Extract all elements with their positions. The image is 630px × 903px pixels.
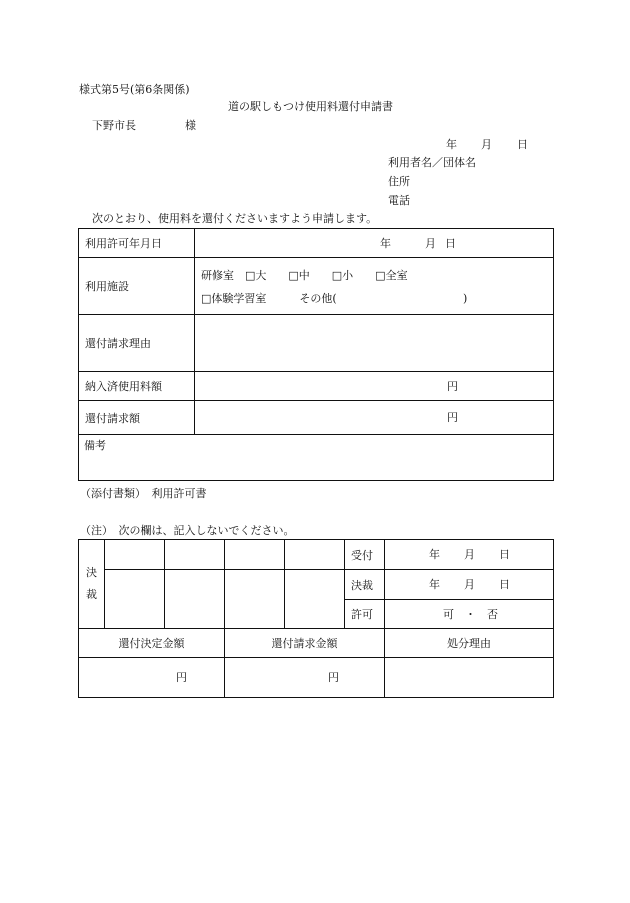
stamp-box-3[interactable] — [225, 570, 285, 629]
stamp-box-top-2[interactable] — [165, 540, 225, 570]
permit-date-year: 年 — [380, 237, 391, 250]
decision-month: 月 — [464, 578, 475, 591]
stamp-box-2[interactable] — [165, 570, 225, 629]
stamp-box-1[interactable] — [105, 570, 165, 629]
intro-text: 次のとおり、使用料を還付くださいますよう申請します。 — [92, 212, 378, 225]
application-table — [78, 228, 554, 481]
received-date-field[interactable] — [385, 540, 554, 570]
refund-request-yen: 円 — [447, 411, 458, 424]
requested-amount-field[interactable] — [225, 658, 385, 698]
requested-amount-yen: 円 — [328, 671, 339, 684]
applicant-name-label: 利用者名／団体名 — [388, 156, 476, 169]
attachment-note: （添付書類） 利用許可書 — [80, 487, 207, 500]
received-day: 日 — [499, 548, 510, 561]
refund-reason-field[interactable] — [195, 315, 554, 372]
refund-request-field[interactable] — [195, 401, 554, 435]
facility-label: 利用施設 — [79, 258, 195, 315]
facility-field[interactable] — [195, 258, 554, 315]
facility-options-line1: 研修室 □大 □中 □小 □全室 — [201, 269, 408, 282]
decision-day: 日 — [499, 578, 510, 591]
decided-amount-label: 還付決定金額 — [79, 629, 225, 658]
remarks-label: 備考 — [84, 439, 106, 452]
decision-label: 決裁 — [345, 570, 385, 600]
requested-amount-label: 還付請求金額 — [225, 629, 385, 658]
stamp-box-4[interactable] — [285, 570, 345, 629]
remarks-field[interactable] — [79, 435, 554, 481]
permit-date-month: 月 — [425, 237, 436, 250]
applicant-phone-label: 電話 — [388, 194, 410, 207]
kessai-char-2: 裁 — [86, 588, 97, 601]
date-day-label: 日 — [517, 138, 528, 151]
addressee: 下野市長 — [92, 119, 136, 132]
disposal-reason-label: 処分理由 — [385, 629, 554, 658]
decided-amount-yen: 円 — [176, 671, 187, 684]
permit-choice-field[interactable] — [385, 600, 554, 629]
refund-reason-label: 還付請求理由 — [79, 315, 195, 372]
refund-request-label: 還付請求額 — [79, 401, 195, 435]
date-year-label: 年 — [446, 138, 457, 151]
received-month: 月 — [464, 548, 475, 561]
office-use-note: （注） 次の欄は、記入しないでください。 — [80, 524, 295, 537]
permit-choice: 可 ・ 否 — [443, 608, 498, 621]
facility-options-line2: □体験学習室 その他( — [201, 292, 337, 305]
received-label: 受付 — [345, 540, 385, 570]
stamp-box-top-3[interactable] — [225, 540, 285, 570]
paid-fee-label: 納入済使用料額 — [79, 372, 195, 401]
permit-date-label: 利用許可年月日 — [79, 229, 195, 258]
paid-fee-yen: 円 — [447, 380, 458, 393]
disposal-reason-field[interactable] — [385, 658, 554, 698]
decided-amount-field[interactable] — [79, 658, 225, 698]
facility-other-close: ) — [463, 292, 468, 305]
paid-fee-field[interactable] — [195, 372, 554, 401]
form-number: 様式第5号(第6条関係) — [79, 83, 190, 96]
decision-year: 年 — [429, 578, 440, 591]
applicant-address-label: 住所 — [388, 175, 410, 188]
honorific: 様 — [185, 119, 196, 132]
permit-date-day: 日 — [445, 237, 456, 250]
permit-label: 許可 — [345, 600, 385, 629]
office-use-table — [78, 539, 554, 698]
received-year: 年 — [429, 548, 440, 561]
permit-date-field[interactable] — [195, 229, 554, 258]
decision-date-field[interactable] — [385, 570, 554, 600]
stamp-box-top-4[interactable] — [285, 540, 345, 570]
date-month-label: 月 — [481, 138, 492, 151]
kessai-label — [79, 540, 105, 629]
page-title: 道の駅しもつけ使用料還付申請書 — [228, 100, 393, 113]
stamp-box-top-1[interactable] — [105, 540, 165, 570]
kessai-char-1: 決 — [86, 566, 97, 579]
